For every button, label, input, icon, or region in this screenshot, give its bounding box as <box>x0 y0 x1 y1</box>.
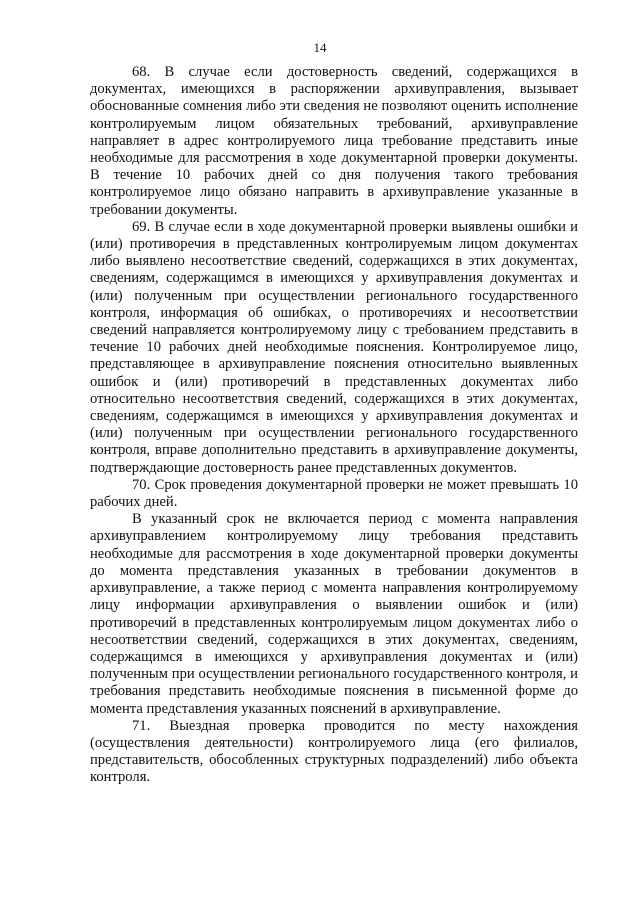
paragraph-71: 71. Выездная проверка проводится по месту нахождения (осуществления деятельности) контролируемого лица (его филиалов, представительств, обособленных структурных подразделений) либо объекта контроля. <box>90 717 578 786</box>
paragraph-68: 68. В случае если достоверность сведений, содержащихся в документах, имеющихся в распоряжении архивуправления, вызывает обоснованные сомнения либо эти сведения не позволяют оценить исполнение контролируемым лицом обязательных требований, архивуправление направляет в адрес контролируемого лица требование представить иные необходимые для рассмотрения в ходе документарной проверки документы. В течение 10 рабочих дней со дня получения такого требования контролируемое лицо обязано направить в архивуправление указанные в требовании документы. <box>90 64 578 218</box>
document-body <box>90 64 578 787</box>
page-number: 14 <box>313 40 327 55</box>
paragraph-70: 70. Срок проведения документарной проверки не может превышать 10 рабочих дней. <box>90 476 578 511</box>
paragraph-70-continued: В указанный срок не включается период с момента направления архивуправлением контролируемому лицу требования представить необходимые для рассмотрения в ходе документарной проверки документы до момента представления указанных в требовании документов в архивуправление, а также период с момента направления контролируемому лицу информации архивуправления о выявлении ошибок и (или) противоречий в представленных контролируемым лицом документах либо о несоответствии сведений, содержащихся в этих документах, сведениям, содержащимся в имеющихся у архивуправления документах и (или) полученным при осуществлении регионального государственного контроля, и требования представить необходимые пояснения в письменной форме до момента представления указанных пояснений в архивуправление. <box>90 511 578 717</box>
paragraph-69: 69. В случае если в ходе документарной проверки выявлены ошибки и (или) противоречия в представленных контролируемым лицом документах либо выявлено несоответствие сведений, содержащихся в этих документах, сведениям, содержащимся в имеющихся у архивуправления документах и (или) полученным при осуществлении регионального государственного контроля, информация об ошибках, о противоречиях и несоответствии сведений направляется контролируемому лицу с требованием представить в течение 10 рабочих дней необходимые пояснения. Контролируемое лицо, представляющее в архивуправление пояснения относительно выявленных ошибок и (или) противоречий в представленных документах либо относительно несоответствия сведений, содержащихся в этих документах, сведениям, содержащимся в имеющихся у архивуправления документах и (или) полученным при осуществлении регионального государственного контроля, вправе дополнительно представить в архивуправление документы, подтверждающие достоверность ранее представленных документов. <box>90 218 578 476</box>
